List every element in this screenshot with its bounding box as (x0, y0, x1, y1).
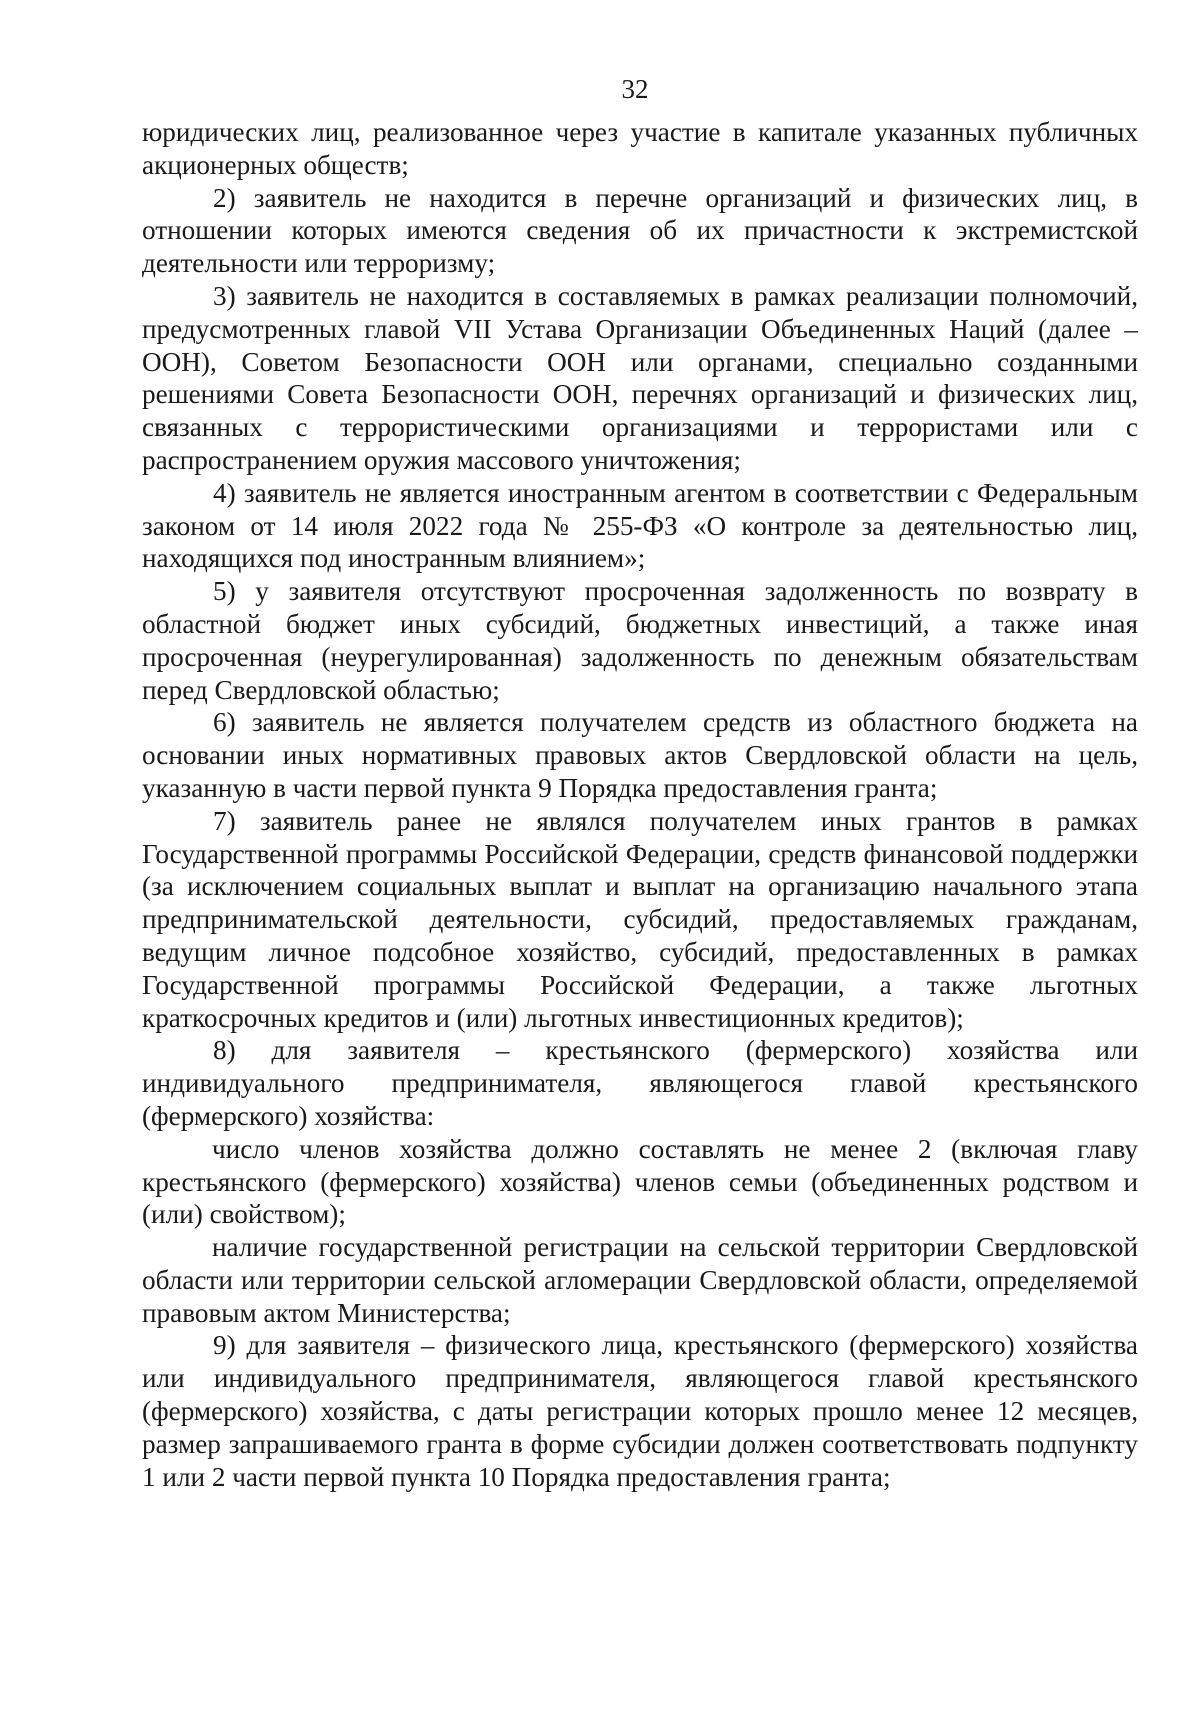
paragraph-item-7: 7) заявитель ранее не являлся получателем иных грантов в рамках Государственной программы Российской Федерации, средств финансовой поддержки (за исключением социальных выплат и выплат на организацию начального этапа предпринимательской деятельности, субсидий, предоставляемых гражданам, ведущим личное подсобное хозяйство, субсидий, предоставленных в рамках Государственной программы Российской Федерации, а также льготных краткосрочных кредитов и (или) льготных инвестиционных кредитов); (142, 805, 1138, 1033)
paragraph-item-8: 8) для заявителя – крестьянского (фермерского) хозяйства или индивидуального предпринимателя, являющегося главой крестьянского (фермерского) хозяйства: (142, 1035, 1138, 1131)
paragraph-item-9: 9) для заявителя – физического лица, крестьянского (фермерского) хозяйства или индивидуального предпринимателя, являющегося главой крестьянского (фермерского) хозяйства, с даты регистрации которых прошло менее 12 месяцев, размер запрашиваемого гранта в форме субсидии должен соответствовать подпункту 1 или 2 части первой пункта 10 Порядка предоставления гранта; (142, 1330, 1138, 1492)
paragraph-item-8-registration: наличие государственной регистрации на сельской территории Свердловской области или территории сельской агломерации Свердловской области, определяемой правовым актом Министерства; (142, 1232, 1138, 1328)
paragraph-item-3: 3) заявитель не находится в составляемых в рамках реализации полномочий, предусмотренных главой VII Устава Организации Объединенных Наций (далее – ООН), Советом Безопасности ООН или органами, специально созданными решениями Совета Безопасности ООН, перечнях организаций и физических лиц, связанных с террористическими организациями и террористами или с распространением оружия массового уничтожения; (142, 280, 1138, 475)
paragraph-item-5: 5) у заявителя отсутствуют просроченная задолженность по возврату в областной бюджет иных субсидий, бюджетных инвестиций, а также иная просроченная (неурегулированная) задолженность по денежным обязательствам перед Свердловской областью; (142, 576, 1138, 705)
paragraph-item-8-members: число членов хозяйства должно составлять не менее 2 (включая главу крестьянского (фермерского) хозяйства) членов семьи (объединенных родством и (или) свойством); (142, 1133, 1138, 1230)
paragraph-continuation: юридических лиц, реализованное через участие в капитале указанных публичных акционерных обществ; (142, 117, 1138, 180)
paragraph-item-2: 2) заявитель не находится в перечне организаций и физических лиц, в отношении которых имеются сведения об их причастности к экстремистской деятельности или терроризму; (142, 182, 1138, 279)
paragraph-item-4: 4) заявитель не является иностранным агентом в соответствии с Федеральным законом от 14 июля 2022 года № 255-ФЗ «О контроле за деятельностью лиц, находящихся под иностранным влиянием»; (142, 477, 1138, 574)
document-body (142, 116, 1138, 1493)
page-number: 32 (621, 74, 649, 104)
paragraph-item-6: 6) заявитель не является получателем средств из областного бюджета на основании иных нормативных правовых актов Свердловской области на цель, указанную в части первой пункта 9 Порядка предоставления гранта; (142, 707, 1138, 803)
